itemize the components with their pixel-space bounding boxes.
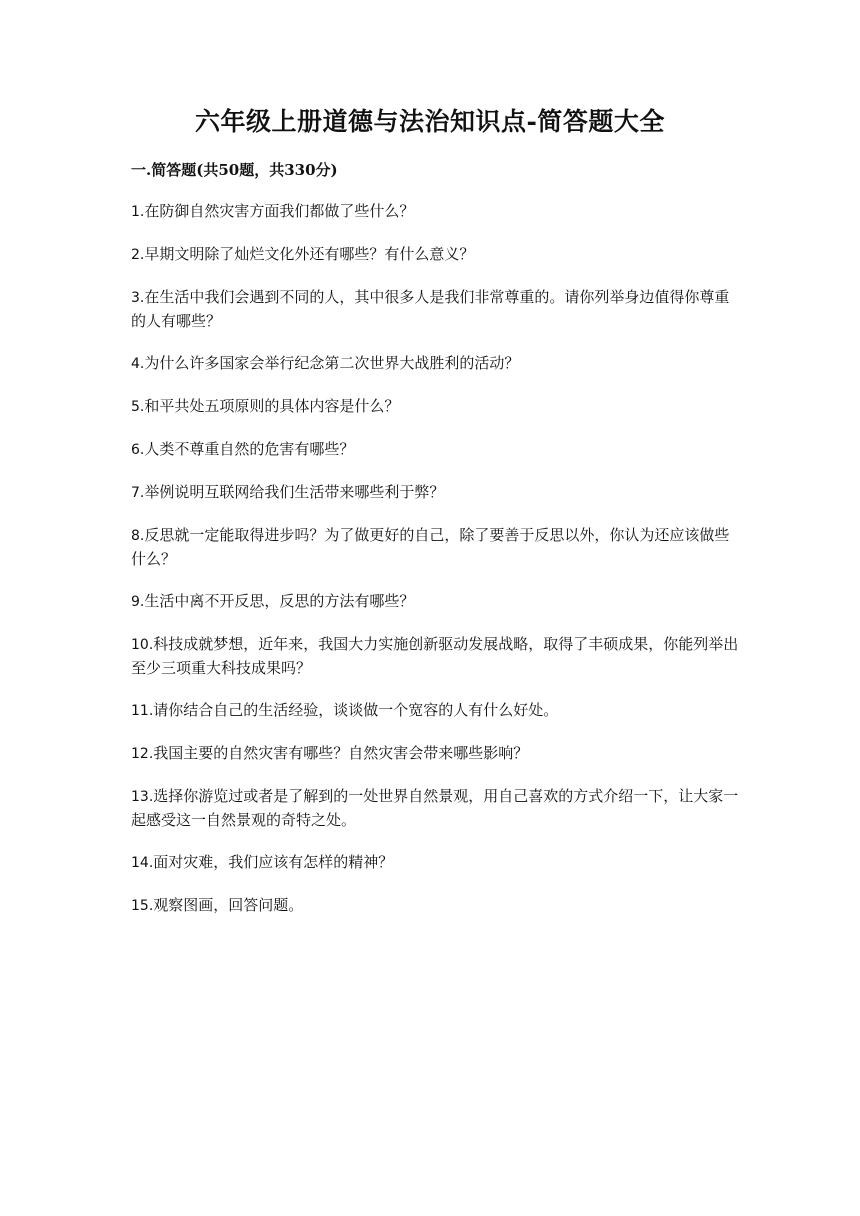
question-number: 13.: [131, 789, 154, 805]
question-text: 我国主要的自然灾害有哪些？自然灾害会带来哪些影响？: [153, 744, 529, 762]
question-item: [131, 742, 741, 766]
question-text: 反思就一定能取得进步吗？为了做更好的自己，除了要善于反思以外，你认为还应该做些什么？: [131, 526, 730, 568]
question-item: [131, 352, 741, 376]
question-item: [131, 395, 741, 419]
question-text: 选择你游览过或者是了解到的一处世界自然景观，用自己喜欢的方式介绍一下，让大家一起感受这一自然景观的奇特之处。: [131, 787, 739, 829]
question-number: 3.: [131, 290, 145, 306]
question-number: 12.: [131, 746, 154, 762]
question-number: 8.: [131, 528, 145, 544]
question-text: 早期文明除了灿烂文化外还有哪些？有什么意义？: [144, 245, 475, 263]
question-text: 观察图画，回答问题。: [153, 896, 304, 914]
question-number: 2.: [131, 247, 145, 263]
question-item: [131, 633, 741, 680]
question-item: [131, 590, 741, 614]
question-item: [131, 524, 741, 571]
question-number: 1.: [131, 204, 145, 220]
question-text: 举例说明互联网给我们生活带来哪些利于弊？: [144, 483, 445, 501]
question-text: 为什么许多国家会举行纪念第二次世界大战胜利的活动？: [144, 354, 520, 372]
question-number: 5.: [131, 399, 145, 415]
question-number: 9.: [131, 594, 145, 610]
section-heading: 一.简答题(共50题，共330分): [131, 161, 338, 179]
question-number: 6.: [131, 442, 145, 458]
question-number: 11.: [131, 703, 154, 719]
question-item: [131, 481, 741, 505]
question-text: 生活中离不开反思，反思的方法有哪些？: [144, 592, 415, 610]
question-text: 面对灾难，我们应该有怎样的精神？: [153, 853, 394, 871]
question-number: 15.: [131, 898, 154, 914]
question-item: [131, 699, 741, 723]
question-text: 请你结合自己的生活经验，谈谈做一个宽容的人有什么好处。: [153, 701, 559, 719]
question-item: [131, 894, 741, 918]
question-number: 14.: [131, 855, 154, 871]
question-text: 科技成就梦想，近年来，我国大力实施创新驱动发展战略，取得了丰硕成果，你能列举出至少三项重大科技成果吗？: [131, 635, 739, 677]
question-text: 人类不尊重自然的危害有哪些？: [144, 440, 355, 458]
question-number: 10.: [131, 637, 154, 653]
question-item: [131, 286, 741, 333]
document-title: 六年级上册道德与法治知识点-简答题大全: [195, 107, 665, 136]
question-number: 7.: [131, 485, 145, 501]
question-text: 和平共处五项原则的具体内容是什么？: [144, 397, 400, 415]
question-list: [131, 200, 741, 937]
question-text: 在防御自然灾害方面我们都做了些什么？: [144, 202, 415, 220]
question-text: 在生活中我们会遇到不同的人，其中很多人是我们非常尊重的。请你列举身边值得你尊重的人有哪些？: [131, 288, 730, 330]
question-item: [131, 851, 741, 875]
question-item: [131, 200, 741, 224]
question-item: [131, 785, 741, 832]
question-number: 4.: [131, 356, 145, 372]
question-item: [131, 243, 741, 267]
question-item: [131, 438, 741, 462]
